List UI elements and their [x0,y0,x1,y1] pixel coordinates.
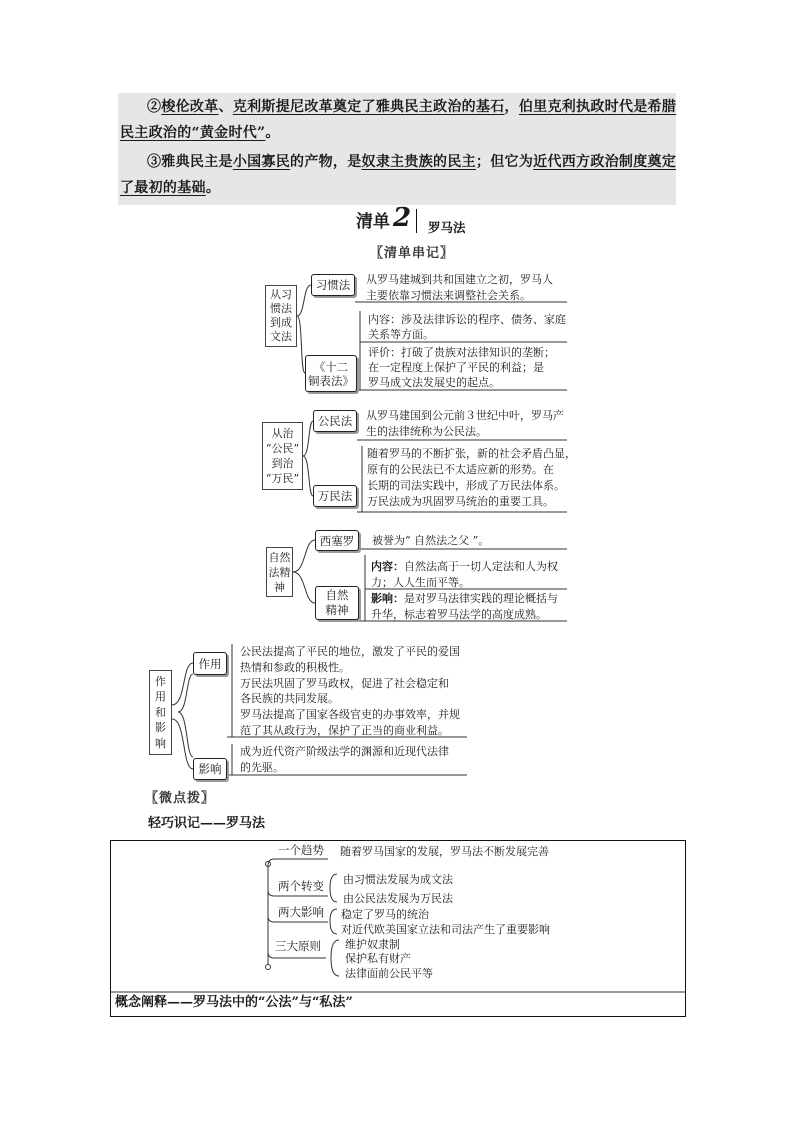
d4-connector-top [172,663,193,705]
d1-n2-label-line: 铜表法》 [308,373,354,388]
d1-root-line: 到成 [270,316,292,329]
d4-n2-label-box [193,758,227,780]
d3-n2-influence-text: 是对罗马法律实践的理论概括与 [404,592,558,605]
heading-divider [416,209,417,233]
p2-text: 。 [265,125,280,141]
mindmap-transitions-item: 由公民法发展为万民法 [343,892,453,905]
d1-n2-evaluation-line: 罗马成文法发展史的起点。 [368,376,500,389]
d4-n1-text-line: 万民法巩固了罗马政权，促进了社会稳定和 [240,677,449,690]
d3-root-line: 自然 [268,550,291,564]
d4-n2-label: 影响 [198,762,222,776]
mindmap-principles-item: 保护私有财产 [345,952,411,965]
d1-n1-text-line: 主要依靠习惯法来调整社会关系。 [366,289,531,302]
mindmap-trend-rule [268,859,328,866]
d4-n1-label-box [193,652,227,675]
d4-root-char: 作 [155,674,166,688]
mindmap-principles-item: 法律面前公民平等 [345,967,433,980]
d3-n2-label-box [315,586,359,620]
d2-root-line: “万民” [265,472,300,485]
p3-text: 奴隶主贵族的民主 [361,154,476,170]
d4-root-box [149,670,172,755]
d1-n2-evaluation-line: 评价：打破了贵族对法律知识的垄断； [368,346,555,359]
concept-title: 概念阐释——罗马法中的“公法”与“私法” [115,995,353,1010]
p3-text: 近代西方政治制度奠定 [533,154,677,170]
d3-n1-label-box [315,530,359,551]
p2-text: 克利斯提尼改革奠定了雅典民主政治的基石 [232,99,505,115]
d2-root-box [262,422,303,490]
d4-n1-text-line: 公民法提高了平民的地位，激发了平民的爱国 [240,645,460,658]
intro-p3-line1 [147,153,676,171]
d1-connector-top [297,285,311,316]
mindmap-principles-brace [331,940,339,976]
d2-n2-label: 万民法 [317,489,353,503]
d2-n2-text-line: 随着罗马的不断扩张，新的社会矛盾凸显， [367,447,576,460]
p2-text: 、 [218,99,233,115]
d2-connector-bottom [303,456,313,496]
d3-n2-label-line: 精神 [325,603,349,617]
d4-n1-text-line: 各民族的共同发展。 [240,692,339,705]
d1-n1-text-line: 从罗马建城到共和国建立之初，罗马人 [366,273,553,286]
d1-root-line: 惯法 [270,302,292,315]
d1-root-line: 从习 [270,288,292,301]
mindmap-influences-label: 两大影响 [278,905,324,919]
d2-n2-text-line: 万民法成为巩固罗马统治的重要工具。 [367,495,554,508]
d1-n2-evaluation-line: 在一定程度上保护了平民的利益；是 [368,361,544,374]
p2-text: 梭伦改革 [161,99,219,115]
d3-n2-content-key: 内容： [371,560,404,573]
intro-p2-line1 [147,98,676,116]
tip-label: 〖微点拨〗 [145,791,216,806]
d3-root-line: 法精 [268,565,291,579]
d3-n1-label: 西塞罗 [319,533,355,548]
d1-n2-label-line: 《十二 [313,359,349,374]
mindmap-trend-label: 一个趋势 [278,843,324,857]
mindmap-transitions-brace [330,874,337,902]
mindmap-principles-label: 三大原则 [275,939,321,953]
intro-p2-line2 [120,124,280,142]
d3-root-line: 神 [274,580,285,594]
mindmap-influences-brace [330,909,337,934]
p3-text: ③雅典民主是 [147,154,233,170]
d1-n2-label-box [305,355,357,392]
d3-n2-label-line: 自然 [325,588,349,602]
mindmap-transitions-item: 由习惯法发展为成文法 [343,873,453,886]
d1-n2-content-line: 内容：涉及法律诉讼的程序、债务、家庭 [368,313,566,326]
d1-n1-label-box [311,274,355,296]
heading-prefix: 清单 [356,212,390,232]
d3-n2-content-line: 力；人人生而平等。 [371,576,470,589]
d3-n1-text: 被誉为“ 自然法之父 ”。 [372,534,490,547]
d1-connector-bottom [297,316,305,373]
p2-text: 民主政治的“黄金时代” [120,125,266,141]
p2-text: ， [504,99,519,115]
d1-n2-content-line: 关系等方面。 [368,328,434,341]
d3-n2-influence-line: 升华，标志着罗马法学的高度成熟。 [371,608,547,621]
mindmap-trend-text: 随着罗马国家的发展，罗马法不断发展完善 [340,845,549,858]
p3-text: 小国寡民 [232,154,291,170]
p3-text: 的产物，是 [290,154,362,170]
intro-p3-line2 [120,179,220,197]
d4-n1-text-line: 罗马法提高了国家各级官吏的办事效率，并规 [240,708,460,721]
mindmap-principles-item: 维护奴隶制 [345,938,400,951]
d2-n2-label-box [313,485,357,507]
d2-n1-text-line: 从罗马建国到公元前３世纪中叶，罗马产 [366,409,564,422]
d4-n1-text-line: 范了其从政行为，保护了正当的商业利益。 [240,724,449,737]
p2-text: 伯里克利执政时代是希腊 [518,99,677,115]
d4-root-char: 和 [155,705,166,719]
d4-root-char: 响 [155,736,166,750]
d3-connector-bottom [293,572,315,603]
mindmap-influences-item: 对近代欧美国家立法和司法产生了重要影响 [341,923,550,936]
checklist-label: 〖清单串记〗 [370,246,455,261]
d1-root-line: 文法 [270,330,292,343]
d4-root-char: 影 [155,721,166,735]
heading-title: 罗马法 [428,220,466,235]
d4-n2-text-line: 的先驱。 [240,761,284,774]
d2-n1-label-box [313,410,357,432]
d4-n1-label: 作用 [198,656,222,671]
p2-text: ② [147,99,162,115]
p3-text: ；但它为 [475,154,534,170]
heading-number: 2 [393,203,412,233]
d2-n2-text-line: 长期的司法实践中，形成了万民法体系。 [367,479,565,492]
d3-root-box [266,547,293,597]
d2-root-line: 从治 [271,427,294,440]
memo-title: 轻巧识记——罗马法 [148,816,266,831]
p3-text: 了最初的基础 [120,180,206,196]
d3-n2-influence-key: 影响： [371,592,404,605]
d4-root-char: 用 [155,690,166,704]
d4-n2-text-line: 成为近代资产阶级法学的渊源和近现代法律 [240,745,449,758]
d2-n2-text-line: 原有的公民法已不太适应新的形势。在 [367,463,554,476]
d2-root-line: “公民” [265,442,300,455]
d2-connector-top [303,421,313,456]
d3-n2-influence-line [371,591,558,606]
d4-connector-inner [178,674,193,757]
d2-n1-text-line: 生的法律统称为公民法。 [366,425,487,438]
p3-text: 。 [205,180,221,196]
mindmap-start-dot [266,862,271,867]
d3-n2-content-text: 自然法高于一切人定法和人为权 [404,560,558,573]
mindmap-influences-item: 稳定了罗马的统治 [341,908,429,921]
d2-n1-label: 公民法 [317,414,353,428]
d2-root-line: 到治 [271,457,294,470]
d1-root-box [265,285,297,347]
d3-n2-content-line [371,559,558,574]
d1-n1-label: 习惯法 [315,278,351,292]
mindmap-end-dot [266,965,271,970]
d4-connector-bottom [172,719,193,769]
mindmap-transitions-label: 两个转变 [278,879,324,893]
d3-connector-top [293,540,315,572]
d4-n1-text-line: 热情和参政的积极性。 [240,661,350,674]
